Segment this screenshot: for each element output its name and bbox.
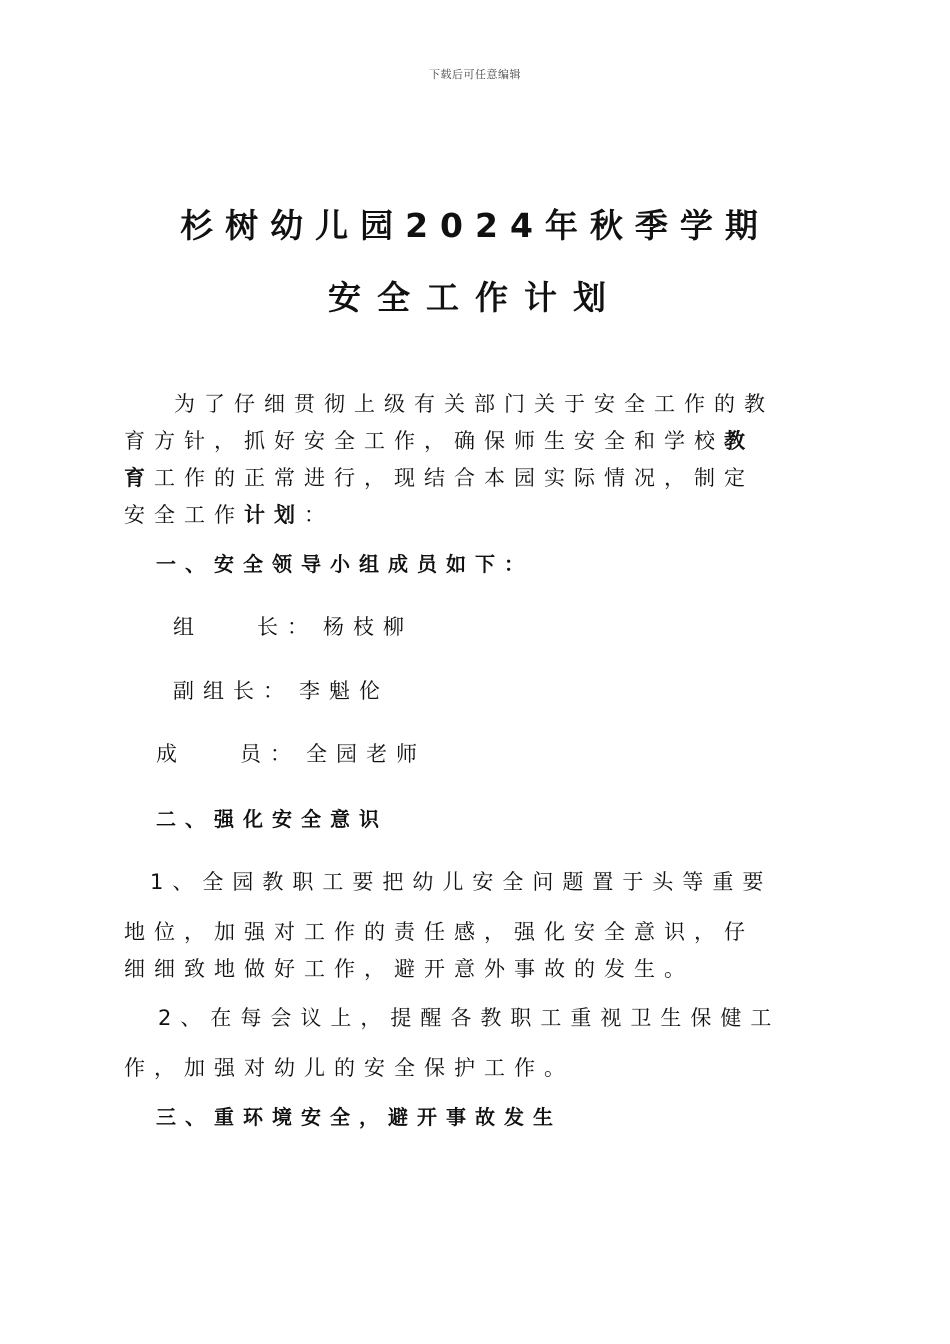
deputy-name: 李魁伦 [299,679,389,703]
intro-line-4-bold: 计划 [244,503,304,527]
deputy-row [173,675,389,705]
section2-item1-line1: 1、全园教职工要把幼儿安全问题置于头等重要 [150,870,773,894]
members-role: 成 [156,742,186,766]
section3-heading: 三、重环境安全，避开事故发生 [156,1105,562,1129]
header-note: 下载后可任意编辑 [429,68,521,81]
section2-item2-line1: 2、在每会议上，提醒各教职工重视卫生保健工 [158,1006,781,1030]
intro-line-4-text: 安全工作 [124,503,244,527]
members-row [156,738,426,768]
section2-heading: 二、强化安全意识 [156,807,388,831]
section2-item1-line2: 地位，加强对工作的责任感，强化安全意识，仔 [124,920,754,944]
intro-line-3 [124,462,836,492]
leader-row [173,611,413,641]
intro-line-2-text: 育方针，抓好安全工作，确保师生安全和学校 [124,429,724,453]
page-title-line2: 安全工作计划 [328,278,622,317]
deputy-role: 副组长： [173,679,293,703]
section2-item1-line3: 细细致地做好工作，避开意外事故的发生。 [124,957,694,981]
intro-line-1: 为了仔细贯彻上级有关部门关于安全工作的教 [174,392,774,416]
members-role2: 员： [240,742,300,766]
intro-line-4 [124,499,836,529]
intro-line-2 [124,425,836,455]
section1-heading: 一、安全领导小组成员如下： [156,552,533,576]
members-name: 全园老师 [306,742,426,766]
leader-role: 组 [173,615,203,639]
leader-name: 杨枝柳 [323,615,413,639]
intro-line-3-bold: 育 [124,466,154,490]
section2-item2-line2: 作，加强对幼儿的安全保护工作。 [124,1056,574,1080]
intro-line-3-text: 工作的正常进行，现结合本园实际情况，制定 [154,466,754,490]
page-title-line1: 杉树幼儿园2024年秋季学期 [180,206,770,245]
leader-role2: 长： [257,615,317,639]
intro-line-4-colon: ： [304,503,334,527]
intro-line-2-bold: 教 [724,429,754,453]
